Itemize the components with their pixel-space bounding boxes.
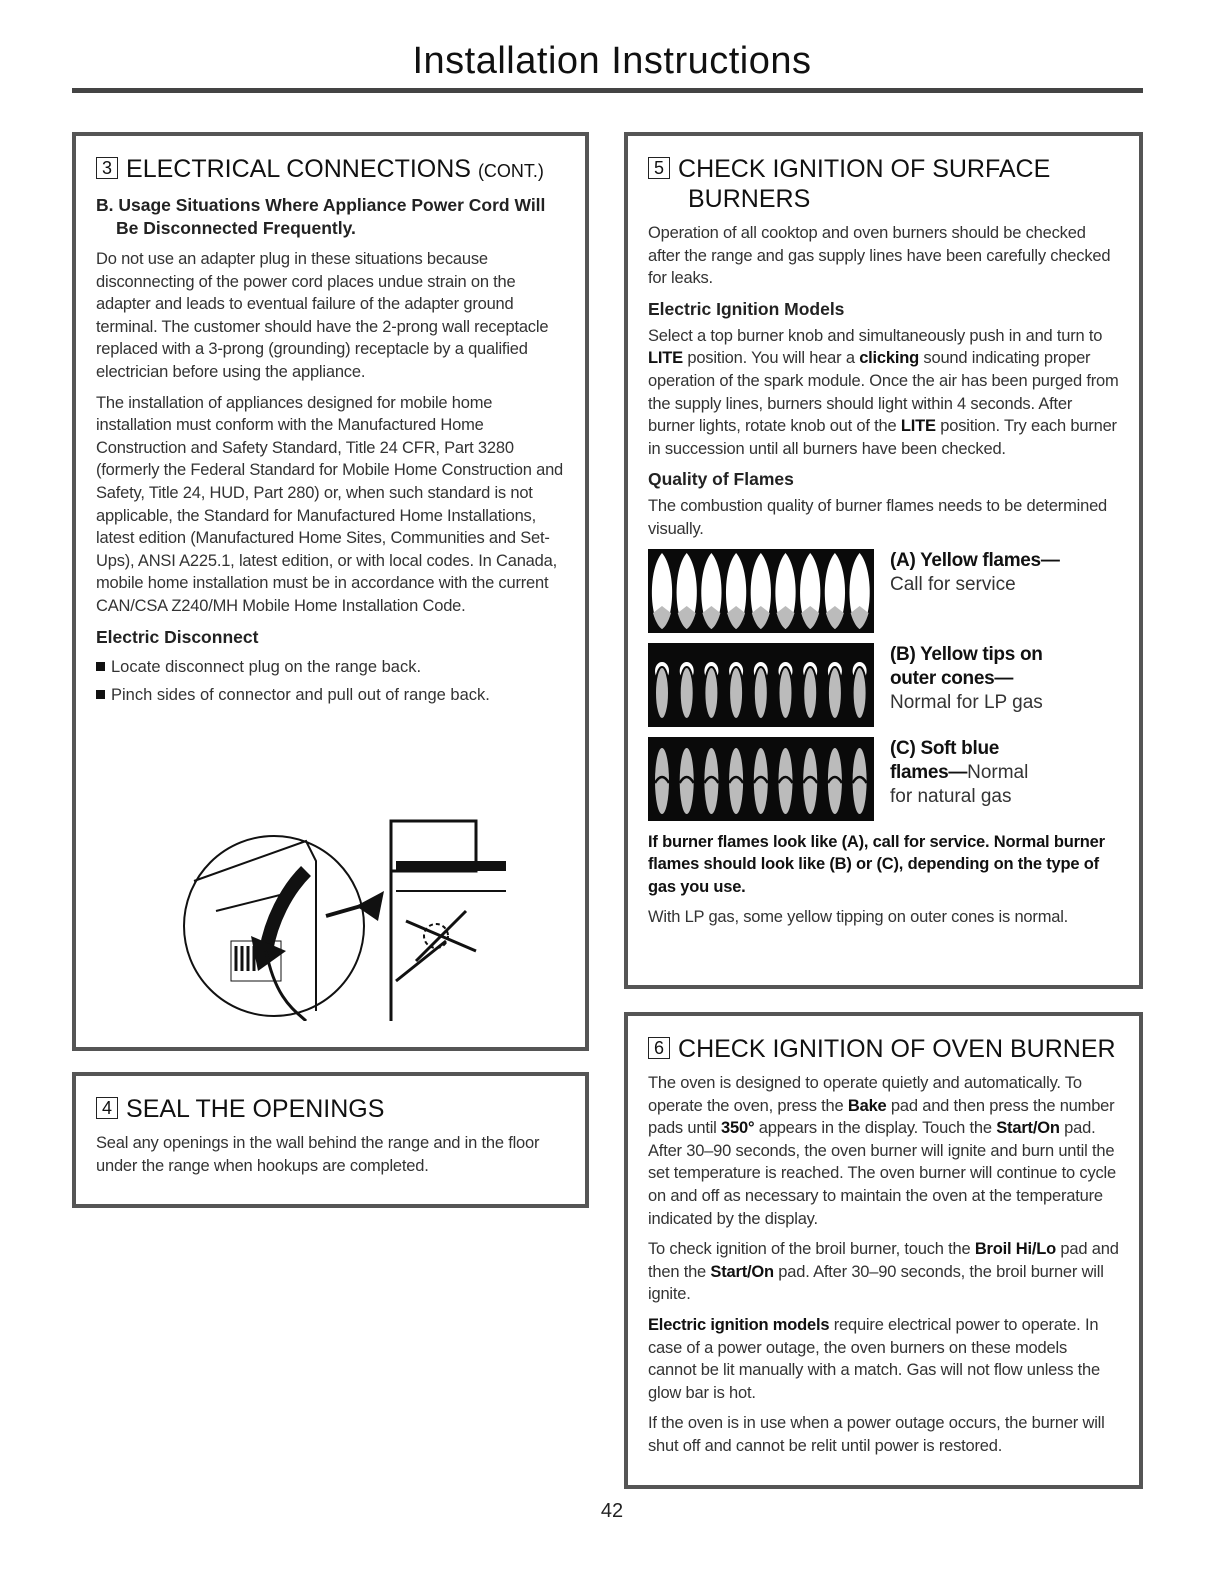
heading-text: ELECTRICAL CONNECTIONS (126, 155, 471, 183)
yellow-flames-image (648, 549, 874, 633)
flame-example-a (648, 549, 1119, 633)
flame (803, 667, 817, 719)
flame (779, 667, 793, 719)
list-item-text: Pinch sides of connector and pull out of range back. (111, 685, 490, 704)
paragraph: If the oven is in use when a power outage occurs, the burner will shut off and cannot be relit until power is restored. (648, 1414, 1105, 1455)
flame-description: Normal for LP gas (890, 691, 1043, 713)
list-item (96, 653, 565, 681)
title-divider (72, 88, 1143, 93)
paragraph: The installation of appliances designed for mobile home installation must conform with the Manufactured Home Construction and Safety Standard, Title 24 CFR, Part 3280 (formerly the Federal Standard for Mobile Home Construction and Safety, Title 24, HUD, Part 280) or, when such standard is not applicable, the Standard for Manufactured Home Installations, latest edition (Manufactured Home Sites, Communities and Set-Ups), ANSI A225.1, latest edition, or with local codes. In Canada, mobile home installation must be in accordance with the current CAN/CSA Z240/MH Mobile Home Installation Code. (96, 393, 564, 615)
bullet-list (96, 653, 565, 709)
heading-text: CHECK IGNITION OF OVEN BURNER (678, 1035, 1116, 1063)
list-item-text: Locate disconnect plug on the range back. (111, 657, 422, 676)
bullet-icon (96, 690, 105, 699)
section-heading (96, 154, 565, 186)
flame-example-c (648, 737, 1119, 821)
paragraph: Do not use an adapter plug in these situations because disconnecting of the power cord places undue strain on the adapter and leads to eventual failure of the adapter ground terminal. The customer should have the 2-prong wall receptacle replaced with a 3-prong (grounding) receptacle by a qualified electrician before using the appliance. (96, 250, 549, 381)
section-heading (96, 1094, 565, 1124)
list-item (96, 681, 565, 709)
flame-example-b (648, 643, 1119, 727)
flame-description: Normal for natural gas (890, 761, 1029, 807)
flame (655, 667, 669, 719)
heading-suffix: (CONT.) (477, 161, 544, 181)
step-number: 3 (96, 157, 118, 179)
section-electrical-connections (72, 132, 589, 1051)
page-title: Installation Instructions (412, 40, 812, 82)
section-check-oven-burner (624, 1012, 1143, 1489)
yellow-tips-flames-image (648, 643, 874, 727)
section-check-surface-burners (624, 132, 1143, 989)
paragraph: Electric ignition models require electrical power to operate. In case of a power outage, the oven burners on these models cannot be lit manually with a match. Gas will not flow unless the glow bar is hot. (648, 1315, 1100, 1402)
warning-text: If burner flames look like (A), call for service. Normal burner flames should look like (B) or (C), depending on the type of gas you use. (648, 832, 1105, 896)
flame-description: Call for service (890, 573, 1016, 595)
flame (828, 667, 842, 719)
flame-examples (648, 549, 1119, 821)
bullet-icon (96, 662, 105, 671)
section-heading (648, 154, 1119, 214)
paragraph: With LP gas, some yellow tipping on outer cones is normal. (648, 908, 1069, 927)
section-seal-openings (72, 1072, 589, 1208)
flame (704, 667, 718, 719)
disconnect-plug-illustration (146, 811, 546, 1021)
subheading: B. Usage Situations Where Appliance Power Cord Will Be Disconnected Frequently. (96, 195, 546, 238)
heading-text: CHECK IGNITION OF SURFACE BURNERS (678, 155, 1051, 213)
soft-blue-flames-image (648, 737, 874, 821)
flame (680, 667, 694, 719)
step-number: 5 (648, 157, 670, 179)
subheading-electric-ignition: Electric Ignition Models (648, 298, 845, 319)
flame (754, 667, 768, 719)
section-heading (648, 1034, 1119, 1064)
page-number: 42 (600, 1500, 624, 1522)
paragraph: Operation of all cooktop and oven burners should be checked after the range and gas supply lines have been carefully checked for leaks. (648, 224, 1111, 288)
paragraph: Seal any openings in the wall behind the range and in the floor under the range when hookups are completed. (96, 1134, 540, 1175)
flame-label: (B) Yellow tips on outer cones— (890, 643, 1043, 689)
flame-label: (A) Yellow flames— (890, 549, 1060, 571)
heading-text: SEAL THE OPENINGS (126, 1095, 385, 1123)
step-number: 4 (96, 1097, 118, 1119)
subheading-quality-of-flames: Quality of Flames (648, 469, 794, 490)
paragraph: The combustion quality of burner flames needs to be determined visually. (648, 497, 1108, 538)
flame-label: (C) Soft blue flames— (890, 737, 1000, 783)
flame (853, 667, 867, 719)
flame (729, 667, 743, 719)
paragraph: To check ignition of the broil burner, touch the Broil Hi/Lo pad and then the Start/On pad. After 30–90 seconds, the broil burner will ignite. (648, 1240, 1119, 1304)
subheading-electric-disconnect: Electric Disconnect (96, 626, 259, 647)
paragraph: Select a top burner knob and simultaneously push in and turn to LITE position. You will hear a clicking sound indicating proper operation of the spark module. Once the air has been purged from the supply lines, burners should light within 4 seconds. After burner lights, rotate knob out of the LITE position. Try each burner in succession until all burners have been checked. (648, 326, 1119, 458)
paragraph: The oven is designed to operate quietly and automatically. To operate the oven, press the Bake pad and then press the number pads until 350° appears in the display. Touch the Start/On pad. After 30–90 seconds, the oven burner will ignite and burn until the set temperature is reached. The oven burner will continue to cycle on and off as necessary to maintain the oven at the temperature indicated by the display. (648, 1074, 1116, 1228)
step-number: 6 (648, 1037, 670, 1059)
